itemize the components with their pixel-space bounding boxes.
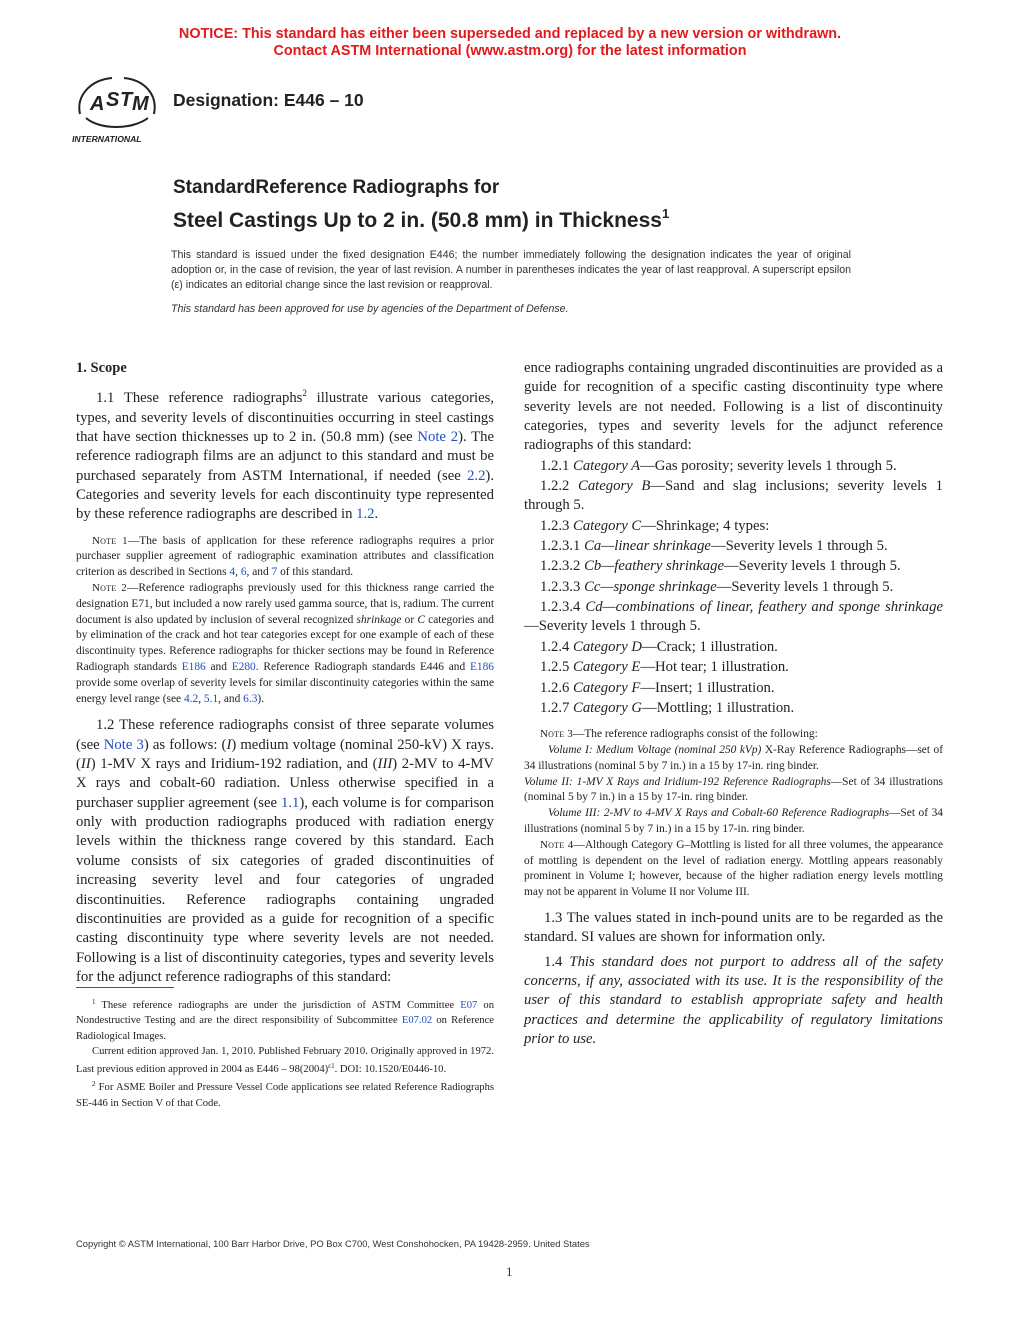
xref-section-6[interactable]: 6 bbox=[240, 566, 247, 579]
category-item bbox=[524, 537, 943, 556]
category-item-name: Cd—combinations of linear, feathery and sponge shrinkage bbox=[585, 599, 944, 616]
category-list bbox=[524, 457, 943, 718]
issue-statement: This standard is issued under the fixed designation E446; the number immediately following the designation indicates the year of original adoption or, in the case of revision, the year of last revision. A number in parentheses indicates the year of last reapproval. A superscript epsilon (ε) indicates an editorial change since the last revision or reapproval. bbox=[171, 249, 851, 291]
xref-e186-b[interactable]: E186 bbox=[469, 661, 494, 674]
category-item-description: —Severity levels 1 through 5. bbox=[710, 538, 888, 555]
section-heading-scope: 1. Scope bbox=[76, 360, 127, 376]
xref-2-2[interactable]: 2.2 bbox=[467, 467, 486, 484]
category-item-number: 1.2.5 bbox=[540, 659, 574, 676]
title-line-2 bbox=[173, 200, 669, 235]
category-item-description: —Gas porosity; severity levels 1 through 5. bbox=[640, 457, 897, 474]
xref-5-1[interactable]: 5.1 bbox=[203, 692, 219, 705]
title-footnote-mark: 1 bbox=[661, 206, 670, 221]
category-item-description: —Severity levels 1 through 5. bbox=[524, 618, 701, 635]
category-item bbox=[524, 658, 943, 677]
note-1: Note 1—The basis of application for these reference radiographs requires a prior purchaser supplier agreement of radiographic examination attributes and classification criterion as described in Sections 4, 6, and 7 of this standard. bbox=[76, 534, 494, 579]
category-item-name: Ca—linear shrinkage bbox=[584, 538, 711, 555]
category-item-description: —Mottling; 1 illustration. bbox=[642, 699, 795, 716]
category-item-number: 1.2.7 bbox=[540, 699, 574, 716]
xref-note-3[interactable]: Note 3 bbox=[103, 736, 144, 753]
xref-note-2[interactable]: Note 2 bbox=[417, 428, 459, 445]
category-item-name: Cb—feathery shrinkage bbox=[584, 558, 724, 575]
category-item-number: 1.2.1 bbox=[540, 457, 574, 474]
xref-e280[interactable]: E280 bbox=[231, 661, 256, 674]
category-item-name: Category B bbox=[578, 478, 651, 495]
footnote-1-edition: Current edition approved Jan. 1, 2010. Published February 2010. Originally approved in 1972. Last previous edition approved in 2004 as $E446 - 98(2004)^{\varepsilon 1}$. DOI: 10.1520/E0446-10. bbox=[76, 1045, 494, 1076]
category-item-number: 1.2.6 bbox=[540, 679, 574, 696]
footnote-2: $^2$ For ASME Boiler and Pressure Vessel Code applications see related Reference Radiographs SE-446 in Section V of that Code. bbox=[76, 1080, 494, 1109]
category-item bbox=[524, 457, 943, 476]
category-item-number: 1.2.2 bbox=[540, 478, 579, 495]
footnotes bbox=[76, 995, 494, 1111]
category-item-name: Category E bbox=[573, 659, 641, 676]
category-item-number: 1.2.3.4 bbox=[540, 599, 586, 616]
xref-e07[interactable]: E07 bbox=[460, 1000, 478, 1011]
notice-line-1: NOTICE: This standard has either been superseded and replaced by a new version or withdrawn. bbox=[178, 26, 842, 42]
category-item-name: Category A bbox=[573, 457, 641, 474]
left-column bbox=[76, 359, 494, 985]
category-item-number: 1.2.3.3 bbox=[540, 578, 585, 595]
xref-6-3[interactable]: 6.3 bbox=[243, 692, 258, 705]
document-title bbox=[173, 176, 669, 235]
xref-e186[interactable]: E186 bbox=[181, 661, 206, 674]
category-item-description: —Hot tear; 1 illustration. bbox=[640, 659, 789, 676]
note-3-volume-3: Volume III: 2-MV to 4-MV X Rays and Cobalt-60 Reference Radiographs—Set of 34 illustrations (nominal 5 by 7 in.) in a 15 by 17-in. ring binder. bbox=[524, 807, 943, 835]
category-item bbox=[524, 598, 943, 637]
title-line-1: StandardReference Radiographs for bbox=[173, 177, 500, 198]
astm-logo-icon bbox=[70, 74, 166, 144]
category-item bbox=[524, 638, 943, 657]
xref-1-2[interactable]: 1.2 bbox=[356, 506, 375, 523]
notice-line-2: Contact ASTM International (www.astm.org) for the latest information bbox=[273, 42, 747, 59]
svg-text:S: S bbox=[106, 89, 120, 111]
category-item bbox=[524, 578, 943, 597]
svg-text:M: M bbox=[132, 93, 149, 115]
note-3-volume-2: Volume II: 1-MV X Rays and Iridium-192 Reference Radiographs—Set of 34 illustrations (nominal 5 by 7 in.) in a 15 by 17-in. ring binder. bbox=[524, 775, 943, 804]
category-item bbox=[524, 699, 943, 718]
category-item-number: 1.2.4 bbox=[540, 638, 574, 655]
page-number: 1 bbox=[506, 1264, 513, 1279]
xref-1-1[interactable]: 1.1 bbox=[280, 794, 300, 811]
footnote-1: $^1$ These reference radiographs are under the jurisdiction of ASTM Committee E07 on Nondestructive Testing and are the direct responsibility of Subcommittee E07.02 on Reference Radiological Images. bbox=[76, 998, 495, 1042]
category-item-name: Cc—sponge shrinkage bbox=[584, 578, 717, 595]
category-item bbox=[524, 517, 943, 536]
paragraph-1-3: 1.3 The values stated in inch-pound units are to be regarded as the standard. SI values are shown for information only. bbox=[524, 909, 943, 946]
paragraph-1-2-continued: ence radiographs containing ungraded discontinuities are provided as a guide for recognition of a specific casting discontinuity type where severity levels are not needed. Following is a list of discontinuity categories, types and severity levels for the adjunct reference radiographs of this standard: bbox=[524, 360, 943, 454]
xref-section-7[interactable]: 7 bbox=[271, 566, 278, 579]
category-item-number: 1.2.3 bbox=[540, 517, 574, 534]
svg-text:A: A bbox=[90, 93, 105, 115]
notice-banner bbox=[0, 26, 1020, 59]
title-line-2-text: Steel Castings Up to 2 in. (50.8 mm) in Thickness bbox=[173, 209, 662, 232]
note-4: Note 4—Although Category G–Mottling is listed for all three volumes, the appearance of mottling is dependent on the level of radiation energy. Mottling appears reasonably prominent in Volume I; however, because of the higher radiation energy levels mottling may not be apparent in Volume II nor Volume III. bbox=[524, 838, 943, 899]
category-item-description: —Severity levels 1 through 5. bbox=[716, 578, 894, 595]
xref-e07-02[interactable]: E07.02 bbox=[401, 1015, 433, 1027]
copyright: Copyright © ASTM International, 100 Barr Harbor Drive, PO Box C700, West Conshohocken, PA 19428-2959. United States bbox=[76, 1238, 590, 1249]
paragraph-1-1: 1.1 These reference radiographs$^2$ illustrate various categories, types, and severity levels of discontinuities occurring in steel castings that have section thicknesses up to 2 in. (50.8 mm) (see Note 2). The reference radiograph films are an adjunct to this standard and must be purchased separately from ASTM International, if needed (see 2.2). Categories and severity levels for each discontinuity type represented by these reference radiographs are described in 1.2. bbox=[76, 388, 494, 523]
designation: Designation: E446 – 10 bbox=[173, 90, 364, 110]
note-2: Note 2—Reference radiographs previously used for this thickness range carried the designation E71, but included a now rarely used gamma source, that is, radium. The current document is also updated by inclusion of several recognized shrinkage or C categories and by elimination of the crack and hot tear categories except for one example of each of these discontinuity types. Reference radiographs for thicker sections may be found in Reference Radiograph standards E186 and E280. Reference Radiograph standards E446 and E186 provide some overlap of severity levels for similar discontinuity categories within the same energy level range (see 4.2, 5.1, and 6.3). bbox=[76, 582, 494, 705]
category-item-number: 1.2.3.1 bbox=[540, 538, 585, 555]
svg-text:T: T bbox=[120, 89, 133, 111]
category-item-description: —Crack; 1 illustration. bbox=[642, 638, 778, 655]
category-item bbox=[524, 679, 943, 698]
category-item-name: Category F bbox=[573, 679, 641, 696]
dod-approval: This standard has been approved for use by agencies of the Department of Defense. bbox=[171, 303, 569, 315]
category-item-description: —Insert; 1 illustration. bbox=[640, 679, 775, 696]
xref-4-2[interactable]: 4.2 bbox=[183, 692, 199, 705]
category-item-description: —Severity levels 1 through 5. bbox=[723, 558, 901, 575]
category-item-name: Category D bbox=[573, 638, 642, 655]
category-item-number: 1.2.3.2 bbox=[540, 558, 585, 575]
category-item bbox=[524, 477, 943, 516]
right-column bbox=[524, 359, 943, 1049]
paragraph-1-4: 1.4 This standard does not purport to address all of the safety concerns, if any, associated with its use. It is the responsibility of the user of this standard to establish appropriate safety and health practices and determine the applicability of regulatory limitations prior to use. bbox=[524, 953, 944, 1048]
footnote-rule bbox=[76, 987, 174, 988]
category-item-name: Category G bbox=[573, 699, 642, 716]
category-item-description: —Shrinkage; 4 types: bbox=[641, 517, 770, 534]
note-3-volume-1: Volume I: Medium Voltage (nominal 250 kVp) X-Ray Reference Radiographs—set of 34 illustrations (nominal 5 by 7 in.) in a 15 by 17-in. ring binder. bbox=[524, 743, 943, 772]
category-item-description: —Sand and slag inclusions; severity levels 1 through 5. bbox=[524, 478, 943, 514]
category-item bbox=[524, 557, 943, 576]
note-3: Note 3—The reference radiographs consist of the following: Volume I: Medium Voltage (nominal 250 kVp) X-Ray Reference Radiographs—set of 34 illustrations (nominal 5 by 7 in.) in a 15 by 17-in. ring binder. Volume II: 1-MV X Rays and Iridium-192 Reference Radiographs—Set of 34 illustrations (nominal 5 by 7 in.) in a 15 by 17-in. ring binder. Volume III: 2-MV to 4-MV X Rays and Cobalt-60 Reference Radiographs—Set of 34 illustrations (nominal 5 by 7 in.) in a 15 by 17-in. ring binder. bbox=[524, 727, 943, 838]
xref-section-4[interactable]: 4 bbox=[229, 566, 236, 579]
paragraph-1-2: 1.2 These reference radiographs consist of three separate volumes (see Note 3) as follows: (I) medium voltage (nominal 250-kV) X rays. (II) 1-MV X rays and Iridium-192 radiation, and (III) 2-MV to 4-MV X rays and cobalt-60 radiation. Unless otherwise specified in a purchaser supplier agreement (see 1.1), each volume is for comparison only with production radiographs produced with radiation energy levels within the thickness range covered by this standard. Each volume consists of six categories of graded discontinuities of increasing severity level and four categories of ungraded discontinuities. Reference radiographs containing ungraded discontinuities are provided as a guide for recognition of a specific casting discontinuity type where severity levels are not needed. Following is a list of discontinuity categories, types and severity levels for the adjunct reference radiographs of this standard: bbox=[76, 717, 494, 985]
category-item-name: Category C bbox=[573, 517, 642, 534]
logo-org-text: INTERNATIONAL bbox=[72, 134, 142, 144]
